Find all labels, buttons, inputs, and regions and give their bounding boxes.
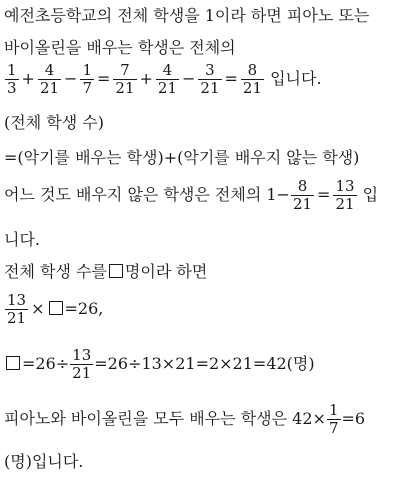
fraction: $\frac{13}{21}$ — [335, 177, 355, 213]
fraction: $\frac{1}{7}$ — [328, 401, 339, 437]
fraction: $\frac{13}{21}$ — [72, 346, 92, 382]
fraction: $\frac{7}{21}$ — [115, 61, 135, 97]
fraction: $\frac{4}{21}$ — [39, 61, 60, 97]
fraction: $\frac{8}{21}$ — [242, 61, 262, 97]
text-line-12: (명)입니다. — [4, 452, 84, 471]
fraction: $\frac{3}{21}$ — [200, 61, 220, 97]
blank-box-icon — [49, 301, 63, 315]
fraction: $\frac{13}{21}$ — [7, 291, 27, 327]
text-line-2: 바이올린을 배우는 학생은 전체의 — [4, 38, 236, 57]
equation-solve: =26÷ $\frac{13}{21}$ =26÷13×21=2×21=42(명) — [4, 347, 396, 382]
equation-tail: 입니다. — [270, 69, 322, 88]
text-line-5: =(악기를 배우는 학생)+(악기를 배우지 않는 학생) — [4, 148, 360, 167]
equation-sum-fractions: $\frac{1}{3}$ + $\frac{4}{21}$ − $\frac{1}{7}$ = $\frac{7}{21}$ + $\frac{4}{21}$ − $\frac{3}{21}$ = $\frac{8}{21}$ 입니다. — [7, 61, 322, 97]
fraction: $\frac{1}{7}$ — [82, 61, 92, 97]
text-line-8: 전체 학생 수를 명이라 하면 — [4, 262, 208, 281]
equation-both: 피아노와 바이올린을 모두 배우는 학생은 42× $\frac{1}{7}$ =6 — [4, 401, 366, 437]
text-line-1: 예전초등학교의 전체 학생을 1이라 하면 피아노 또는 — [4, 6, 370, 25]
equation-remainder: 어느 것도 배우지 않은 학생은 전체의 1− $\frac{8}{21}$ = $\frac{13}{21}$ 입 — [4, 177, 379, 213]
fraction: $\frac{4}{21}$ — [157, 61, 177, 97]
fraction: $\frac{1}{3}$ — [7, 61, 17, 97]
text-line-7: 니다. — [4, 230, 40, 249]
blank-box-icon — [109, 264, 123, 278]
blank-box-icon — [6, 356, 20, 370]
fraction: $\frac{8}{21}$ — [292, 177, 313, 213]
text-line-4: (전체 학생 수) — [4, 113, 104, 132]
equation-unknown: $\frac{13}{21}$ × =26, — [7, 291, 104, 327]
